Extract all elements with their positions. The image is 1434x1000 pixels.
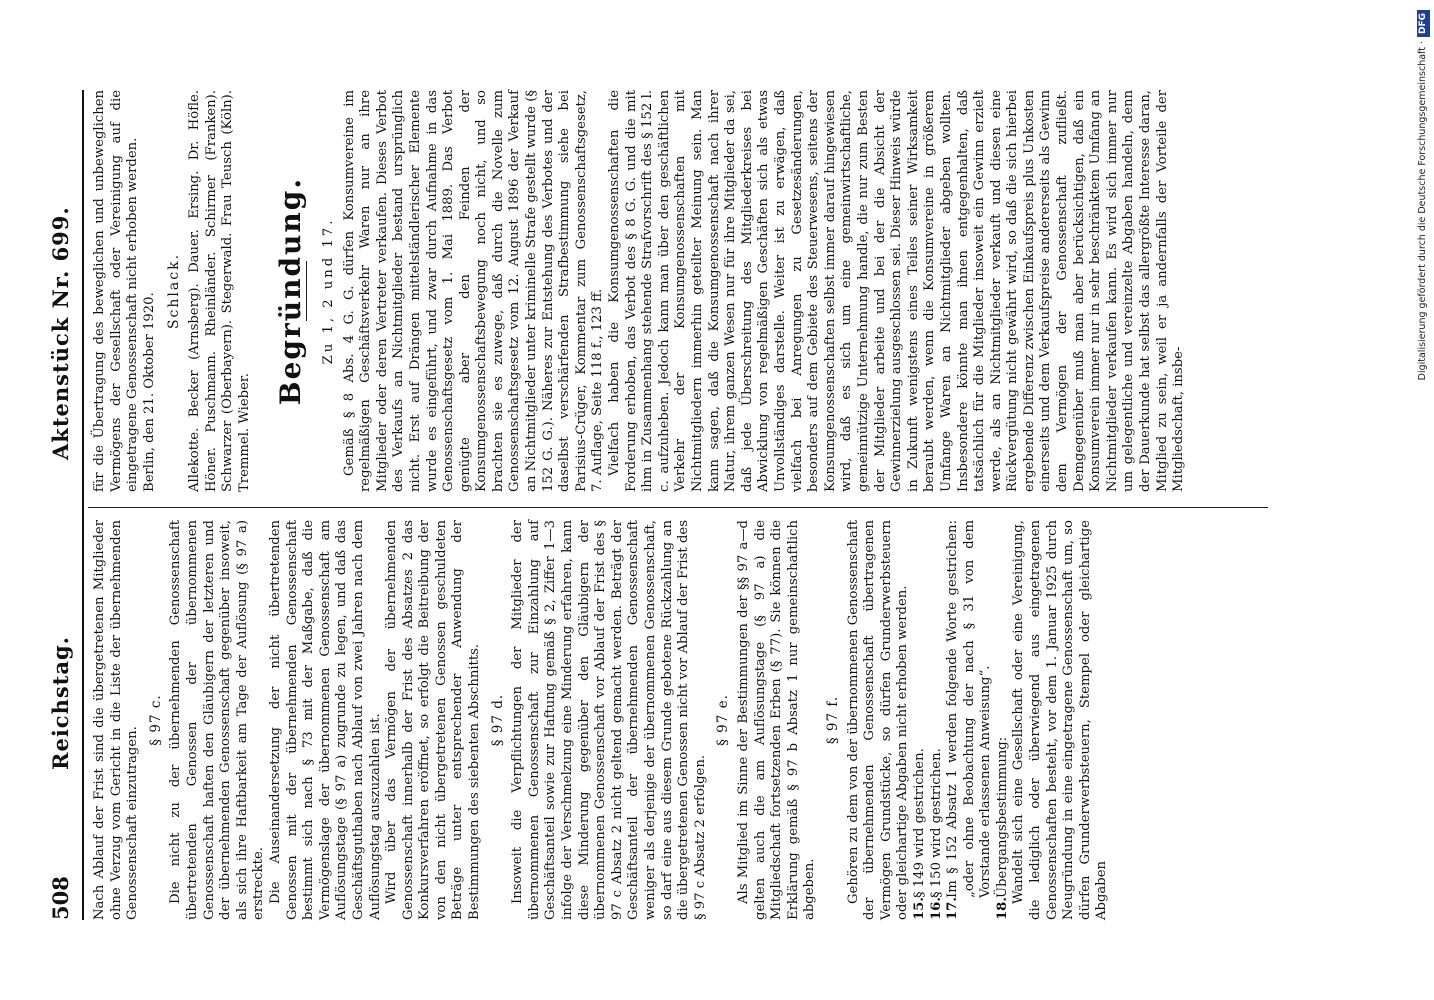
body-paragraph: Vielfach haben die Konsumgenossenschaften die Forderung erhoben, das Verbot des § 8 G. G. und die mit ihm in Zusammenhang stehende Strafvorschrift des § 152 l. c. aufzuheben. Jedoch kann man über den geschäftlichen Verkehr der Konsumgenossenschaften mit Nichtmitgliedern immerhin geteilter Meinung sein. Man kann sagen, daß die Konsumgenossenschaft nach ihrer Natur, ihrem ganzen Wesen nur für ihre Mitglieder da sei, daß jede Überschreitung des Mitgliederkreises bei Abwicklung von regelmäßigen Geschäften sich als etwas Unvollständiges darstelle. Weiter ist zu erwägen, daß vielfach bei Anregungen zu Gesetzesänderungen, besonders auf dem Gebiete des Steuerwesens, seitens der Konsumgenossenschaften selbst immer darauf hingewiesen wird, daß es sich um eine gemeinwirtschaftliche, gemeinnützige Unternehmung handle, die nur zum Besten der Mitglieder arbeite und bei der die Absicht der Gewinnerzielung ausgeschlossen sei. Dieser Hinweis würde in Zukunft wenigstens eines Teiles seiner Wirksamkeit beraubt werden, wenn die Konsumvereine in größerem Umfange Waren an Nichtmitglieder abgeben wollten. Insbesondere könnte man ihnen entgegenhalten, daß tatsächlich für die Mitglieder insoweit ein Gewinn erzielt werde, als an Nichtmitglieder verkauft und diesen eine Rückvergütung nicht gewährt wird, so daß die sich hierbei ergebende Differenz zwischen Einkaufspreis plus Unkosten einerseits und dem Verkaufspreise andererseits als Gewinn dem Vermögen der Genossenschaft zufließt. Demgegenüber muß man aber berücksichtigen, daß ein Konsumverein immer nur in sehr beschränktem Umfang an Nichtmitglieder verkaufen kann. Es wird sich immer nur um gelegentliche und vereinzelte Abgaben handeln, denn der Dauerkunde hat selbst das allergrößte Interesse daran, Mitglied zu sein, weil er ja andernfalls der Vorteile der Mitgliedschaft, insbe- <box>607 90 1187 492</box>
item-number: 18. <box>994 897 1010 920</box>
signatories-list: Allekotte. Becker (Arnsberg). Dauer. Ersing. Dr. Höfle. Höner. Puschmann. Rheinländer. Schirmer (Franken). Schwarzer (Oberbayern). Stegerwald. Frau Teusch (Köln). Tremmel. Wieber. <box>186 90 252 492</box>
page-header <box>48 90 84 920</box>
body-paragraph: Gehören zu dem von der übernommenen Genossenschaft der übernehmenden Genossenschaft übertragenen Vermögen Grundstücke, so dürfen Grunderwerbsteuern oder gleichartige Abgaben nicht erhoben werden. <box>845 520 911 920</box>
numbered-item <box>912 520 929 920</box>
body-paragraph: Nach Ablauf der Frist sind die übergetretenen Mitglieder ohne Verzug vom Gericht in die Liste der übernehmenden Genossenschaft einzutragen. <box>92 520 141 920</box>
dfg-logo: DFG <box>1417 10 1430 37</box>
item-text: § 149 wird gestrichen. <box>911 748 927 898</box>
left-column <box>92 520 1111 920</box>
section-number: § 97 f. <box>824 695 841 745</box>
column-divider <box>88 507 1268 508</box>
subheading: Zu 1, 2 und 17. <box>320 217 336 365</box>
document-page <box>0 60 1360 960</box>
section-number: § 97 d. <box>489 693 506 747</box>
body-paragraph: Gemäß § 8 Abs. 4 G. G. dürfen Konsumvereine im regelmäßigen Geschäftsverkehr Waren nur an ihre Mitglieder oder deren Vertreter verkaufen. Dieses Verbot des Verkaufs an Nichtmitglieder bestand ursprünglich nicht. Erst auf Drängen mittelständlerischer Elemente wurde es eingeführt, und zwar durch Aufnahme in das Genossenschaftsgesetz vom 1. Mai 1889. Das Verbot genügte aber den Feinden der Konsumgenossenschaftsbewegung noch nicht, und so brachten sie es zuwege, daß durch die Novelle zum Genossenschaftsgesetz vom 12. August 1896 der Verkauf an Nichtmitglieder unter kriminelle Strafe gestellt wurde (§ 152 G. G.). Näheres zur Entstehung des Verbotes und der daselbst verschärfenden Strafbestimmung siehe bei Parisius-Crüger, Kommentar zum Genossenschaftsgesetz, 7. Auflage, Seite 118 f., 123 ff. <box>341 90 606 492</box>
right-intro-paragraph: für die Übertragung des beweglichen und unbeweglichen Vermögens der Gesellschaft oder Vereinigung auf die eingetragene Genossenschaft nicht erhoben werden. <box>92 90 141 492</box>
body-paragraph: Als Mitglied im Sinne der Bestimmungen der §§ 97 a—d gelten auch die am Auflösungstage (§ 97 a) die Mitgliedschaft fortsetzenden Erben (§ 77). Sie können die Erklärung gemäß § 97 b Absatz 1 nur gemeinschaftlich abgeben. <box>735 520 818 920</box>
credit-text: Digitalisierung gefördert durch die Deutsche Forschungsgemeinschaft · <box>1417 41 1428 381</box>
section-number: § 97 c. <box>147 694 164 746</box>
item-text: Übergangsbestimmung: <box>994 736 1010 898</box>
body-paragraph: Insoweit die Verpflichtungen der Mitglieder der übernommenen Genossenschaft zur Einzahlung auf Geschäftsanteil sowie zur Haftung gemäß § 2, Ziffer 1—3 infolge der Verschmelzung eine Minderung erfahren, kann diese Minderung gegenüber den Gläubigern der übernommenen Genossenschaft vor Ablauf der Frist des § 97 c Absatz 2 nicht geltend gemacht werden. Beträgt der Geschäftsanteil der übernehmenden Genossenschaft weniger als derjenige der übernommenen Genossenschaft, so darf eine aus diesem Grunde gebotene Rückzahlung an die übergetretenen Genossen nicht vor Ablauf der Frist des § 97 c Absatz 2 erfolgen. <box>510 520 708 920</box>
first-signatory: Schlack. <box>166 252 183 330</box>
section-heading: Begründung. <box>274 176 308 406</box>
body-paragraph: Wird über das Vermögen der übernehmenden Genossenschaft innerhalb der Frist des Absatzes 2 das Konkursverfahren eröffnet, so erfolgt die Beitreibung der von den nicht übergetretenen Genossen geschuldeten Beträge unter entsprechender Anwendung der Bestimmungen des siebenten Abschnitts. <box>384 520 483 920</box>
item-number: 16. <box>928 897 944 920</box>
item-number: 17. <box>945 897 961 920</box>
numbered-item <box>945 520 995 920</box>
funding-credit-sidebar <box>1415 10 1431 990</box>
item-text: Im § 152 Absatz 1 werden folgende Worte gestrichen: „oder ohne Beobachtung der nach § 31 von dem Vorstande erlassenen Anweisung“. <box>945 520 994 898</box>
body-paragraph: Die nicht zu der übernehmenden Genossenschaft übertretenden Genossen der übernommenen Genossenschaft haften den Gläubigern der letzteren und der übernehmenden Genossenschaft gegenüber insoweit, als sich ihre Haftbarkeit am Tage der Auflösung (§ 97 a) erstreckte. <box>168 520 267 920</box>
numbered-item <box>929 520 946 920</box>
right-column <box>92 90 1188 492</box>
body-paragraph: Wandelt sich eine Gesellschaft oder eine Vereinigung, die lediglich oder überwiegend aus eingetragenen Genossenschaften besteht, vor dem 1. Januar 1925 durch Neugründung in eine eingetragene Genossenschaft um, so dürfen Grunderwerbsteuern, Stempel oder gleichartige Abgaben <box>1011 520 1110 920</box>
item-number: 15. <box>911 897 927 920</box>
section-number: § 97 e. <box>715 694 732 746</box>
funding-credit <box>1415 10 1431 990</box>
place-date: Berlin, den 21. Oktober 1920. <box>141 292 157 492</box>
numbered-item <box>995 520 1012 920</box>
header-left-title: Reichstag. <box>48 636 73 770</box>
page-number: 508 <box>48 876 73 920</box>
header-right-title: Aktenstück Nr. 699. <box>48 206 73 460</box>
item-text: § 150 wird gestrichen. <box>928 748 944 898</box>
body-paragraph: Die Auseinandersetzung der nicht übertretenden Genossen mit der übernehmenden Genossenschaft bestimmt sich nach § 73 mit der Maßgabe, daß die Vermögenslage der übernommenen Genossenschaft am Auflösungstage (§ 97 a) zugrunde zu legen, und daß das Geschäftsguthaben nach Ablauf von zwei Jahren nach dem Auflösungstag auszuzahlen ist. <box>267 520 383 920</box>
